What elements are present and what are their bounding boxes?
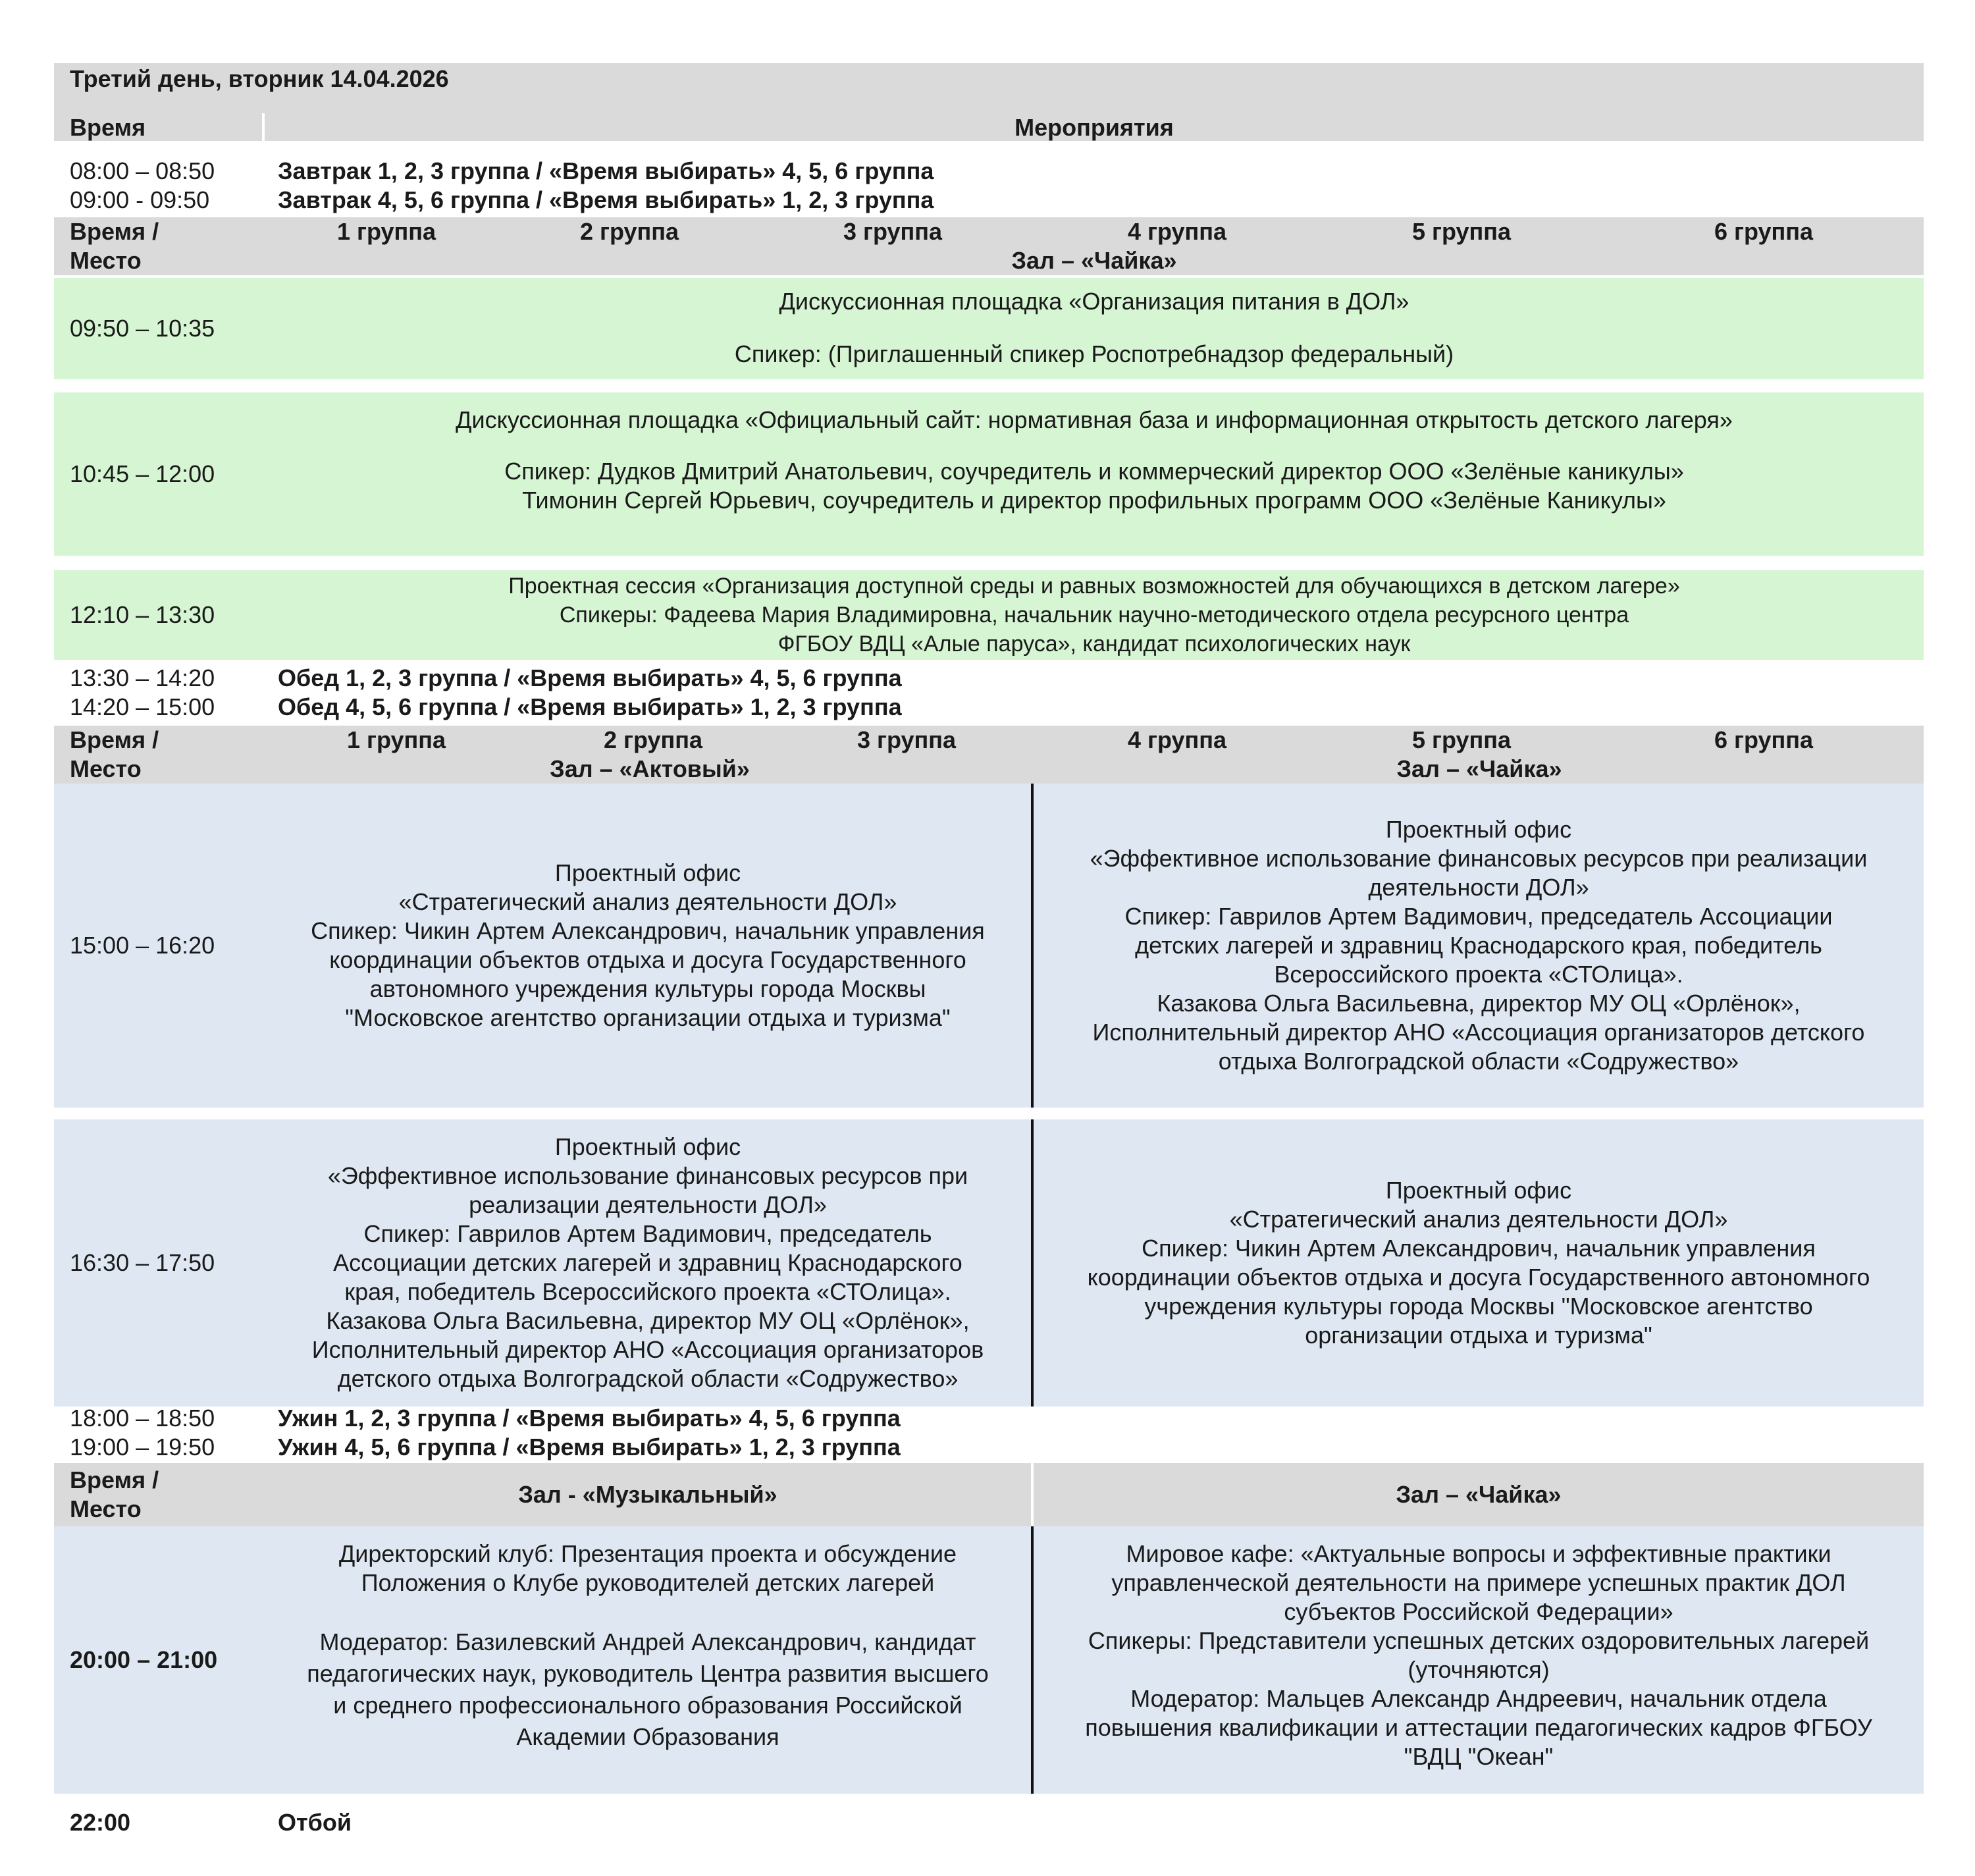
session-1500-right-line-1: Проектный офис bbox=[1385, 816, 1572, 843]
time-place-label-2b: Место bbox=[70, 755, 142, 782]
group-1-label-2: 1 группа bbox=[346, 726, 446, 753]
hall-chaika-label-3: Зал – «Чайка» bbox=[1396, 1481, 1562, 1508]
session-1630-left-line-7: Казакова Ольга Васильевна, директор МУ ОЦ «Орлёнок», bbox=[326, 1307, 970, 1334]
session-1500-left-line-1: Проектный офис bbox=[554, 859, 741, 886]
dinner-time-2: 19:00 – 19:50 bbox=[70, 1434, 215, 1461]
hall-chaika-label-2: Зал – «Чайка» bbox=[1396, 755, 1562, 782]
time-place-label-3a: Время / bbox=[70, 1466, 159, 1493]
day-title: Третий день, вторник 14.04.2026 bbox=[70, 65, 449, 92]
session-1500-left-line-4: координации объектов отдыха и досуга Государственного bbox=[329, 946, 966, 973]
evening-left-b-4: Академии Образования bbox=[516, 1723, 779, 1750]
evening-right-1: Мировое кафе: «Актуальные вопросы и эффективные практики bbox=[1126, 1540, 1831, 1567]
session-1630-right-line-4: координации объектов отдыха и досуга Государственного автономного bbox=[1087, 1264, 1870, 1291]
evening-right-2: управленческой деятельности на примере успешных практик ДОЛ bbox=[1111, 1569, 1846, 1596]
lunch-block bbox=[54, 664, 1924, 722]
session-evening-right bbox=[1034, 1540, 1924, 1771]
lunch-time-2: 14:20 – 15:00 bbox=[70, 693, 215, 720]
events-header-label: Мероприятия bbox=[1014, 114, 1174, 141]
day-title-bar bbox=[54, 63, 1924, 113]
session-website-speaker-2: Тимонин Сергей Юрьевич, соучредитель и директор профильных программ ООО «Зелёные Каникулы» bbox=[522, 487, 1666, 514]
group-1-label: 1 группа bbox=[336, 218, 436, 245]
session-1630-left-line-5: Ассоциации детских лагерей и здравниц Краснодарского bbox=[333, 1249, 962, 1276]
session-1630-left-line-6: края, победитель Всероссийского проекта «СТОлица». bbox=[344, 1278, 951, 1305]
session-1500-left-line-2: «Стратегический анализ деятельности ДОЛ» bbox=[398, 888, 897, 915]
time-header: Время bbox=[70, 114, 146, 141]
session-1500-block bbox=[54, 784, 1924, 1108]
session-access-line-1: Проектная сессия «Организация доступной среды и равных возможностей для обучающихся в детском лагере» bbox=[508, 574, 1680, 599]
events-header bbox=[54, 113, 1924, 141]
session-1500-left-line-6: "Московское агентство организации отдыха и туризма" bbox=[345, 1004, 951, 1031]
group-2-label-2: 2 группа bbox=[603, 726, 703, 753]
group-2-label: 2 группа bbox=[579, 218, 679, 245]
breakfast-text-2: Завтрак 4, 5, 6 группа / «Время выбирать» 1, 2, 3 группа bbox=[278, 186, 934, 213]
hall-aktovy-label: Зал – «Актовый» bbox=[550, 755, 750, 782]
lights-out-text: Отбой bbox=[278, 1809, 352, 1836]
session-website-block bbox=[54, 392, 1924, 556]
evening-right-5: (уточняются) bbox=[1408, 1656, 1550, 1683]
group-3-label: 3 группа bbox=[843, 218, 943, 245]
session-1500-left-line-3: Спикер: Чикин Артем Александрович, начальник управления bbox=[311, 917, 985, 944]
session-1500-right-line-4: Спикер: Гаврилов Артем Вадимович, председатель Ассоциации bbox=[1124, 903, 1833, 930]
dinner-time-1: 18:00 – 18:50 bbox=[70, 1405, 215, 1432]
group-6-label: 6 группа bbox=[1714, 218, 1814, 245]
session-website-time: 10:45 – 12:00 bbox=[70, 460, 215, 487]
session-1500-right bbox=[1034, 784, 1924, 1108]
breakfast-block bbox=[54, 157, 1924, 215]
session-1630-left bbox=[265, 1119, 1031, 1407]
schedule-page bbox=[54, 63, 1924, 1841]
session-1630-left-line-1: Проектный офис bbox=[554, 1133, 741, 1160]
session-1500-left-line-5: автономного учреждения культуры города Москвы bbox=[369, 975, 926, 1002]
session-1500-time: 15:00 – 16:20 bbox=[70, 932, 215, 959]
group-5-label-2: 5 группа bbox=[1411, 726, 1512, 753]
evening-right-6: Модератор: Мальцев Александр Андреевич, начальник отдела bbox=[1130, 1685, 1827, 1712]
session-1630-right-line-3: Спикер: Чикин Артем Александрович, начальник управления bbox=[1142, 1235, 1816, 1262]
breakfast-time-1: 08:00 – 08:50 bbox=[70, 157, 215, 184]
session-evening-block bbox=[54, 1526, 1924, 1794]
group-4-label: 4 группа bbox=[1127, 218, 1227, 245]
session-1500-right-line-3: деятельности ДОЛ» bbox=[1368, 874, 1589, 901]
session-food-block bbox=[54, 278, 1924, 379]
time-place-label-2a: Время / bbox=[70, 726, 159, 753]
session-1630-right-line-1: Проектный офис bbox=[1385, 1177, 1572, 1204]
evening-right-7: повышения квалификации и аттестации педагогических кадров ФГБОУ bbox=[1085, 1714, 1872, 1741]
lunch-time-1: 13:30 – 14:20 bbox=[70, 664, 215, 691]
evening-left-b-1: Модератор: Базилевский Андрей Александрович, кандидат bbox=[319, 1628, 976, 1655]
breakfast-text-1: Завтрак 1, 2, 3 группа / «Время выбирать» 4, 5, 6 группа bbox=[278, 157, 934, 184]
session-access-time: 12:10 – 13:30 bbox=[70, 601, 215, 628]
session-access-block bbox=[54, 570, 1924, 660]
lunch-text-2: Обед 4, 5, 6 группа / «Время выбирать» 1, 2, 3 группа bbox=[278, 693, 902, 720]
lights-out-time: 22:00 bbox=[70, 1809, 131, 1836]
session-food-time: 09:50 – 10:35 bbox=[70, 315, 215, 342]
lunch-text-1: Обед 1, 2, 3 группа / «Время выбирать» 4, 5, 6 группа bbox=[278, 664, 902, 691]
lights-out-block bbox=[54, 1808, 1924, 1837]
session-food-speaker: Спикер: (Приглашенный спикер Роспотребнадзор федеральный) bbox=[734, 340, 1454, 367]
session-1630-left-line-8: Исполнительный директор АНО «Ассоциация организаторов bbox=[311, 1336, 984, 1363]
session-website-title: Дискуссионная площадка «Официальный сайт: нормативная база и информационная открытость детского лагеря» bbox=[456, 406, 1733, 433]
evening-right-4: Спикеры: Представители успешных детских оздоровительных лагерей bbox=[1088, 1627, 1870, 1654]
dinner-block bbox=[54, 1404, 1924, 1462]
groups-header-2 bbox=[54, 726, 1924, 784]
time-place-label-3b: Место bbox=[70, 1495, 142, 1522]
dinner-text-1: Ужин 1, 2, 3 группа / «Время выбирать» 4, 5, 6 группа bbox=[278, 1405, 901, 1432]
group-3-label-2: 3 группа bbox=[856, 726, 957, 753]
time-place-label-1b: Место bbox=[70, 247, 142, 274]
group-4-label-2: 4 группа bbox=[1127, 726, 1227, 753]
hall-chaika-label: Зал – «Чайка» bbox=[1011, 247, 1177, 274]
session-1500-right-line-2: «Эффективное использование финансовых ресурсов при реализации bbox=[1090, 845, 1868, 872]
session-access-text bbox=[265, 572, 1924, 658]
session-1500-right-line-9: отдыха Волгоградской области «Содружество» bbox=[1218, 1048, 1739, 1075]
session-1630-right bbox=[1034, 1119, 1924, 1407]
session-website-speaker-1: Спикер: Дудков Дмитрий Анатольевич, соучредитель и коммерческий директор ООО «Зелёные каникулы» bbox=[504, 458, 1684, 485]
session-access-line-2: Спикеры: Фадеева Мария Владимировна, начальник научно-методического отдела ресурсного центра bbox=[559, 603, 1629, 628]
evening-left-b-3: и среднего профессионального образования Российской bbox=[333, 1692, 962, 1719]
evening-left-a-2: Положения о Клубе руководителей детских лагерей bbox=[361, 1569, 935, 1596]
evening-left-a-1: Директорский клуб: Презентация проекта и обсуждение bbox=[338, 1540, 957, 1567]
session-1630-right-line-5: учреждения культуры города Москвы "Московское агентство bbox=[1144, 1293, 1813, 1320]
session-food-title: Дискуссионная площадка «Организация питания в ДОЛ» bbox=[779, 288, 1409, 315]
halls-header-3 bbox=[54, 1463, 1924, 1526]
time-place-label-1a: Время / bbox=[70, 218, 159, 245]
session-evening-left bbox=[265, 1540, 1031, 1753]
session-1500-left bbox=[265, 784, 1031, 1108]
hall-music-label: Зал - «Музыкальный» bbox=[518, 1481, 777, 1508]
evening-right-8: "ВДЦ "Океан" bbox=[1404, 1743, 1554, 1770]
session-website-text bbox=[265, 406, 1924, 515]
session-1630-left-line-2: «Эффективное использование финансовых ресурсов при bbox=[327, 1162, 968, 1189]
evening-left-b-2: педагогических наук, руководитель Центра развития высшего bbox=[307, 1660, 989, 1687]
session-1500-right-line-6: Всероссийского проекта «СТОлица». bbox=[1274, 961, 1683, 988]
session-food-text bbox=[265, 287, 1924, 369]
dinner-text-2: Ужин 4, 5, 6 группа / «Время выбирать» 1, 2, 3 группа bbox=[278, 1434, 901, 1461]
evening-right-3: субъектов Российской Федерации» bbox=[1284, 1598, 1673, 1625]
session-1630-right-line-6: организации отдыха и туризма" bbox=[1305, 1322, 1652, 1349]
session-evening-time: 20:00 – 21:00 bbox=[70, 1646, 218, 1673]
group-5-label: 5 группа bbox=[1411, 218, 1512, 245]
session-1500-right-line-7: Казакова Ольга Васильевна, директор МУ ОЦ «Орлёнок», bbox=[1157, 990, 1801, 1017]
session-1630-left-line-3: реализации деятельности ДОЛ» bbox=[469, 1191, 827, 1218]
session-1630-left-line-9: детского отдыха Волгоградской области «Содружество» bbox=[337, 1365, 959, 1392]
breakfast-time-2: 09:00 - 09:50 bbox=[70, 186, 210, 213]
session-1500-right-line-8: Исполнительный директор АНО «Ассоциация организаторов детского bbox=[1092, 1019, 1865, 1046]
session-1630-right-line-2: «Стратегический анализ деятельности ДОЛ» bbox=[1229, 1206, 1728, 1233]
session-1630-time: 16:30 – 17:50 bbox=[70, 1249, 215, 1276]
session-access-line-3: ФГБОУ ВДЦ «Алые паруса», кандидат психологических наук bbox=[777, 631, 1411, 657]
session-1630-left-line-4: Спикер: Гаврилов Артем Вадимович, председатель bbox=[363, 1220, 932, 1247]
groups-header-1 bbox=[54, 217, 1924, 275]
group-6-label-2: 6 группа bbox=[1714, 726, 1814, 753]
session-1500-right-line-5: детских лагерей и здравниц Краснодарского края, победитель bbox=[1135, 932, 1822, 959]
session-1630-block bbox=[54, 1119, 1924, 1407]
